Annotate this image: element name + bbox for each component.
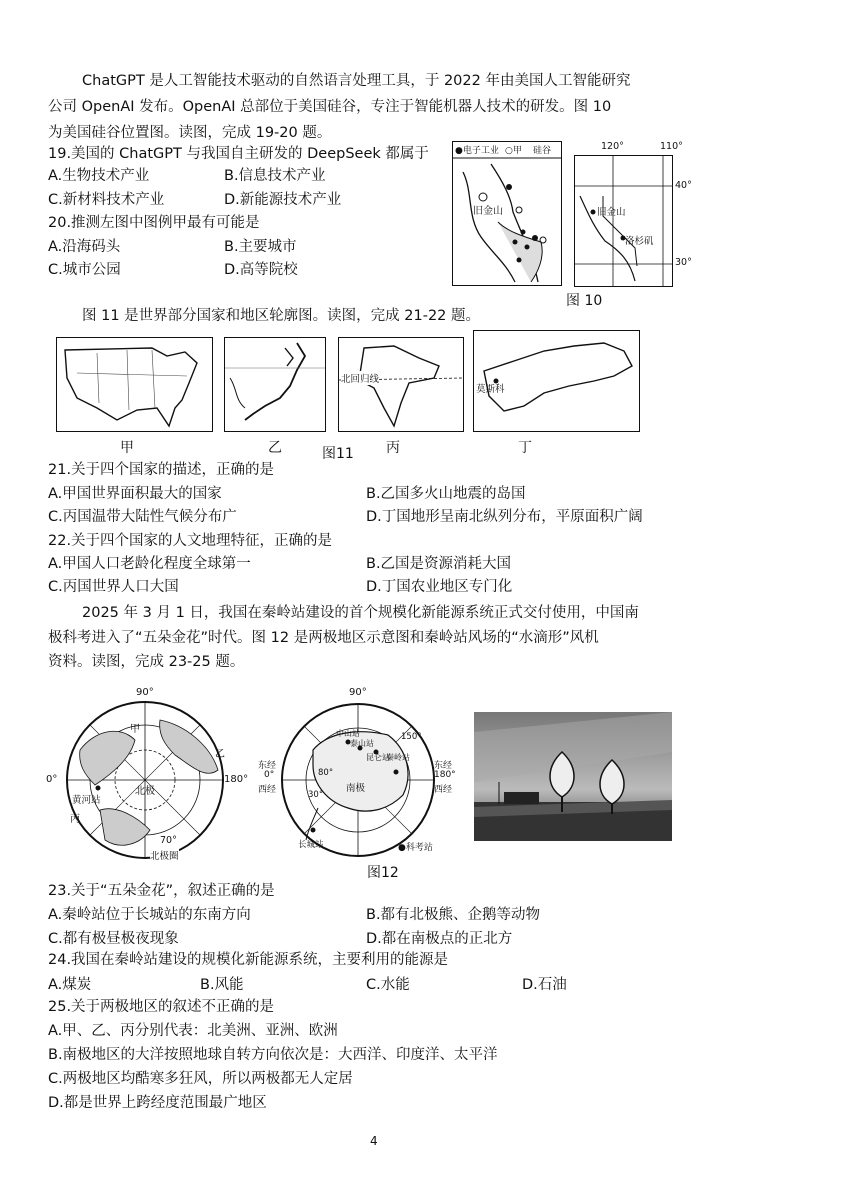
q20-option-a[interactable]: A.沿海码头 bbox=[48, 239, 121, 255]
antarctic-east-label-right: 东经 bbox=[434, 761, 453, 771]
figure-10-silicon-valley-map bbox=[452, 141, 562, 286]
label-los-angeles: 洛杉矶 bbox=[625, 236, 654, 247]
qinling-station: 秦岭站 bbox=[386, 753, 410, 762]
q19-option-b[interactable]: B.信息技术产业 bbox=[224, 168, 326, 184]
antarctic-east-label: 东经 bbox=[258, 761, 277, 771]
arctic-lon-180: 180° bbox=[224, 774, 249, 785]
figure-11-caption: 图11 bbox=[322, 446, 354, 462]
antarctic-lon-180: 180° bbox=[434, 770, 456, 780]
intro-paragraph-line: 2025 年 3 月 1 日，我国在秦岭站建设的首个规模化新能源系统正式交付使用，中国南 bbox=[82, 605, 639, 621]
arctic-label-jia: 甲 bbox=[130, 724, 140, 735]
legend-jia: ○甲 bbox=[505, 146, 522, 156]
intro-paragraph-line: 极科考进入了“五朵金花”时代。图 12 是两极地区示意图和秦岭站风场的“水滴形”风机 bbox=[48, 630, 599, 646]
q21-option-b[interactable]: B.乙国多火山地震的岛国 bbox=[366, 486, 526, 502]
question-25-stem: 25.关于两极地区的叙述不正确的是 bbox=[48, 999, 275, 1015]
arctic-label-bing: 丙 bbox=[70, 814, 80, 825]
arctic-label-yi: 乙 bbox=[215, 749, 225, 760]
q20-option-b[interactable]: B.主要城市 bbox=[224, 239, 297, 255]
antarctic-lon-90: 90° bbox=[349, 687, 367, 698]
q23-option-a[interactable]: A.秦岭站位于长城站的东南方向 bbox=[48, 907, 251, 923]
antarctic-west-label-right: 西经 bbox=[434, 785, 453, 795]
intro-paragraph-line: 公司 OpenAI 发布。OpenAI 总部位于美国硅谷，专注于智能机器人技术的研发。图 10 bbox=[48, 99, 612, 115]
question-24-stem: 24.我国在秦岭站建设的规模化新能源系统，主要利用的能源是 bbox=[48, 952, 449, 968]
label-jia: 甲 bbox=[120, 440, 134, 456]
q19-option-d[interactable]: D.新能源技术产业 bbox=[224, 192, 342, 208]
q25-option-d[interactable]: D.都是世界上跨经度范围最广地区 bbox=[48, 1095, 267, 1111]
q25-option-a[interactable]: A.甲、乙、丙分别代表：北美洲、亚洲、欧洲 bbox=[48, 1023, 338, 1039]
legend-silicon-valley: 硅谷 bbox=[533, 146, 552, 156]
longitude-label: 110° bbox=[660, 141, 683, 152]
arctic-lon-90: 90° bbox=[136, 687, 154, 698]
q20-option-d[interactable]: D.高等院校 bbox=[224, 262, 298, 278]
q22-option-d[interactable]: D.丁国农业地区专门化 bbox=[366, 579, 513, 595]
antarctic-west-label: 西经 bbox=[258, 785, 277, 795]
great-wall-station: 长城站 bbox=[298, 840, 324, 850]
q25-option-c[interactable]: C.两极地区均酷寒多狂风，所以两极都无人定居 bbox=[48, 1071, 353, 1087]
antarctic-pole-label: 南极 bbox=[346, 783, 366, 794]
question-20-stem: 20.推测左图中图例甲最有可能是 bbox=[48, 215, 260, 231]
q21-option-d[interactable]: D.丁国地形呈南北纵列分布，平原面积广阔 bbox=[366, 509, 643, 525]
q21-option-c[interactable]: C.丙国温带大陆性气候分布广 bbox=[48, 509, 237, 525]
q19-option-c[interactable]: C.新材料技术产业 bbox=[48, 192, 165, 208]
figure-12-antarctic-map bbox=[258, 687, 458, 860]
figure-11-usa-outline bbox=[56, 337, 213, 432]
q24-option-a[interactable]: A.煤炭 bbox=[48, 977, 92, 993]
q22-option-b[interactable]: B.乙国是资源消耗大国 bbox=[366, 556, 512, 572]
q25-option-b[interactable]: B.南极地区的大洋按照地球自转方向依次是：大西洋、印度洋、太平洋 bbox=[48, 1047, 498, 1063]
label-san-francisco: 旧金山 bbox=[473, 206, 503, 217]
figure-12-arctic-map bbox=[40, 687, 250, 862]
q22-option-a[interactable]: A.甲国人口老龄化程度全球第一 bbox=[48, 556, 251, 572]
figure-10-caption: 图 10 bbox=[566, 293, 603, 309]
latitude-label: 30° bbox=[675, 257, 692, 268]
q24-option-d[interactable]: D.石油 bbox=[522, 977, 567, 993]
antarctic-lon-30: 30° bbox=[308, 790, 324, 800]
figure-12-wind-turbine-photo bbox=[474, 712, 672, 841]
intro-paragraph-line: 图 11 是世界部分国家和地区轮廓图。读图，完成 21-22 题。 bbox=[82, 308, 481, 324]
moscow-label: 莫斯科 bbox=[476, 384, 505, 395]
q23-option-d[interactable]: D.都在南极点的正北方 bbox=[366, 931, 513, 947]
arctic-lat-70: 70° bbox=[160, 835, 177, 846]
tropic-of-cancer-label: 北回归线 bbox=[341, 371, 379, 385]
longitude-label: 120° bbox=[601, 141, 624, 152]
zhongshan-station: 中山站 bbox=[336, 729, 360, 738]
antarctic-lon-0: 0° bbox=[264, 770, 275, 780]
antarctic-lon-150: 150° bbox=[401, 732, 422, 742]
label-san-francisco: 旧金山 bbox=[597, 207, 626, 218]
q24-option-b[interactable]: B.风能 bbox=[200, 977, 244, 993]
question-19-stem: 19.美国的 ChatGPT 与我国自主研发的 DeepSeek 都属于 bbox=[48, 146, 429, 162]
question-21-stem: 21.关于四个国家的描述，正确的是 bbox=[48, 462, 275, 478]
q23-option-b[interactable]: B.都有北极熊、企鹅等动物 bbox=[366, 907, 541, 923]
q21-option-a[interactable]: A.甲国世界面积最大的国家 bbox=[48, 486, 222, 502]
label-bing: 丙 bbox=[386, 440, 400, 456]
legend-electronics: ●电子工业 bbox=[455, 146, 499, 156]
intro-paragraph-line: 为美国硅谷位置图。读图，完成 19-20 题。 bbox=[48, 125, 332, 141]
kunlun-station: 昆仑站 bbox=[366, 753, 390, 762]
taishan-station: 泰山站 bbox=[350, 739, 374, 748]
figure-11-india-outline bbox=[338, 337, 464, 432]
q20-option-c[interactable]: C.城市公园 bbox=[48, 262, 121, 278]
q22-option-c[interactable]: C.丙国世界人口大国 bbox=[48, 579, 179, 595]
figure-11-russia-outline bbox=[473, 330, 640, 432]
question-22-stem: 22.关于四个国家的人文地理特征，正确的是 bbox=[48, 533, 333, 549]
q24-option-c[interactable]: C.水能 bbox=[366, 977, 410, 993]
intro-paragraph-line: ChatGPT 是人工智能技术驱动的自然语言处理工具，于 2022 年由美国人工智能研究 bbox=[82, 73, 631, 89]
yellow-river-station: 黄河站 bbox=[72, 795, 101, 806]
q23-option-c[interactable]: C.都有极昼极夜现象 bbox=[48, 931, 179, 947]
figure-11-japan-outline bbox=[224, 337, 326, 432]
latitude-label: 40° bbox=[675, 180, 692, 191]
label-ding: 丁 bbox=[518, 440, 532, 456]
station-legend: ●科考站 bbox=[398, 843, 433, 853]
arctic-lon-0: 0° bbox=[46, 774, 58, 785]
intro-paragraph-line: 资料。读图，完成 23-25 题。 bbox=[48, 654, 245, 670]
label-yi: 乙 bbox=[268, 440, 282, 456]
question-23-stem: 23.关于“五朵金花”，叙述正确的是 bbox=[48, 883, 275, 899]
arctic-pole-label: 北极 bbox=[135, 786, 155, 797]
q19-option-a[interactable]: A.生物技术产业 bbox=[48, 168, 150, 184]
antarctic-lat-80: 80° bbox=[318, 768, 334, 778]
figure-10-california-map bbox=[574, 155, 673, 287]
figure-12-caption: 图12 bbox=[367, 865, 399, 881]
arctic-circle-label: 北极圈 bbox=[150, 848, 179, 862]
page-number: 4 bbox=[370, 1134, 378, 1148]
